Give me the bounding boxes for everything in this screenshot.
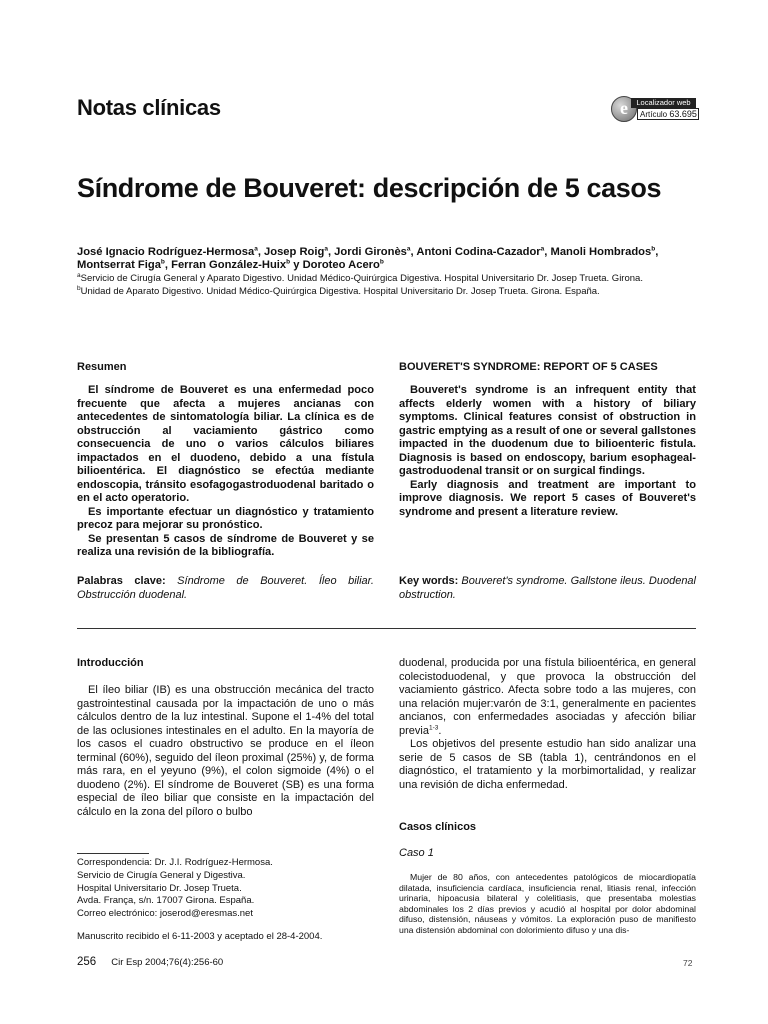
correspondence-line: Servicio de Cirugía General y Digestiva. [77,869,246,881]
author-sep: y [290,259,303,271]
abstract-en-paragraph: Early diagnosis and treatment are important to improve diagnosis. We report 5 cases of Bouveret's syndrome and present a literature review. [399,478,696,518]
abstract-es-heading: Resumen [77,361,127,373]
keywords-es [77,574,374,602]
author-name: Manoli Hombrados [550,246,652,258]
keywords-es-label: Palabras clave: [77,575,166,587]
affiliation-b [77,285,717,298]
author-sep: , [410,246,417,258]
badge-article-number: 63.695 [669,109,697,119]
affiliation-sup: a [77,271,81,279]
keywords-en-text: Bouveret's syndrome. Gallstone ileus. Duodenal obstruction. [399,575,696,601]
received-note: Manuscrito recibido el 6-11-2003 y aceptado el 28-4-2004. [77,931,323,942]
cases-heading: Casos clínicos [399,821,477,833]
right-paragraph-1 [399,657,696,738]
correspondence-line: Avda. França, s/n. 17007 Girona. España. [77,895,255,907]
abstract-en-heading: BOUVERET'S SYNDROME: REPORT OF 5 CASES [399,361,658,373]
author-name: Ferran González-Huix [171,259,287,271]
page-footer [77,956,223,968]
right-paragraph-2: Los objetivos del presente estudio han sido analizar una serie de 5 casos de SB (tabla 1), centrándonos en el diagnóstico, el tratamiento y la morbimortalidad, y realizar una revisión de dicha enfermedad. [399,738,696,791]
right-paragraph-1-end: . [438,724,442,737]
correspondence-line: Correspondencia: Dr. J.I. Rodríguez-Hermosa. [77,857,273,868]
elsevier-e-logo-icon: e [611,96,637,122]
case1-body [399,872,696,935]
abstract-es-body [77,384,374,560]
author-sep: , [655,246,659,258]
reference-sup: 1-3 [428,723,439,731]
affiliation-sup: b [77,284,81,292]
right-body [399,657,696,792]
correspondence-line: Hospital Universitario Dr. Josep Trueta. [77,882,242,894]
author-sup: b [160,258,165,266]
page-number: 256 [77,956,97,968]
web-locator-badge[interactable] [611,95,696,124]
badge-top-label: Localizador web [631,98,696,108]
right-paragraph-1-text: duodenal, producida por una fístula bilioentérica, en general colecistoduodenal, y que provoca la obstrucción del vaciamiento gástrico. Afecta sobre todo a las mujeres, con una relación mujer:varón de 3:1, generalmente en pacientes ancianos, con enfermedades asociadas y afección biliar previa [399,657,696,737]
correspondence-email[interactable]: Correo electrónico: joserod@eresmas.net [77,908,253,920]
badge-article-label: Artículo [640,110,668,119]
author-name: Antoni Codina-Cazador [416,246,541,258]
author-name: Doroteo Acero [302,259,380,271]
keywords-en [399,574,696,602]
author-sep: , [327,246,335,258]
keywords-es-text: Síndrome de Bouveret. Íleo biliar. Obstrucción duodenal. [77,575,374,601]
case1-heading: Caso 1 [399,847,434,859]
keywords-en-label: Key words: [399,575,459,587]
author-sup: b [379,258,384,266]
intro-body [77,684,374,819]
badge-article-box [637,108,699,120]
author-sep: , [257,246,265,258]
section-heading: Notas clínicas [77,95,221,120]
article-title: Síndrome de Bouveret: descripción de 5 casos [77,173,662,203]
author-name: José Ignacio Rodríguez-Hermosa [77,246,255,258]
author-sep: , [544,246,551,258]
author-name: Jordi Gironès [334,246,407,258]
abstract-en-paragraph: Bouveret's syndrome is an infrequent entity that affects elderly women with a history of biliary symptoms. Clinical features consist of obstruction in gastric emptying as a result of one or several gallstones impacted in the duodenum due to bilioenteric fistula. Diagnosis is based on endoscopy, barium esophageal-gastroduodenal transit or on surgical findings. [399,384,696,477]
author-list [77,246,697,272]
author-sup: a [324,245,328,253]
author-sup: a [406,245,411,253]
author-name: Josep Roig [264,246,325,258]
abstract-en-body [399,384,696,519]
footer-right-number: 72 [683,958,693,968]
affiliation-text: Servicio de Cirugía General y Aparato Digestivo. Unidad Médico-Quirúrgica Digestiva. Hospital Universitario Dr. Josep Trueta. Girona. [80,273,643,284]
affiliations [77,272,717,298]
case1-paragraph: Mujer de 80 años, con antecedentes patológicos de miocardiopatía dilatada, insuficiencia cardíaca, insuficiencia renal, litiasis renal, infección urinaria, hipoacusia bilateral y colelitiasis, que presentaba molestias abdominales los 2 días previos y acudió al hospital por dolor abdominal difuso, distensión, náuseas y vómitos. La exploración puso de manifiesto una distensión abdominal con dolorimiento difuso y una dis- [399,872,696,935]
author-name: Montserrat Figa [77,259,161,271]
abstract-es-paragraph: Es importante efectuar un diagnóstico y tratamiento precoz para mejorar su pronóstico. [77,505,374,531]
author-sup: b [286,258,291,266]
author-sup: a [254,245,258,253]
journal-citation: Cir Esp 2004;76(4):256-60 [111,957,224,968]
footnote-rule [77,853,149,854]
affiliation-a [77,272,717,285]
abstract-es-paragraph: El síndrome de Bouveret es una enfermedad poco frecuente que afecta a mujeres ancianas con antecedentes de sintomatología biliar. La clínica es de obstrucción al vaciamiento gástrico como consecuencia de uno o varios cálculos biliares impactados en el duodeno, debido a una fístula bilioentérica. El diagnóstico se efectúa mediante endoscopia, tránsito esofagogastroduodenal baritado o en el acto operatorio. [77,384,374,504]
author-sup: b [651,245,656,253]
author-sup: a [540,245,545,253]
affiliation-text: Unidad de Aparato Digestivo. Unidad Médico-Quirúrgica Digestiva. Hospital Universitario Dr. Josep Trueta. Girona. España. [80,286,600,297]
author-sep: , [164,259,172,271]
correspondence-block [77,857,377,921]
intro-paragraph: El íleo biliar (IB) es una obstrucción mecánica del tracto gastrointestinal causada por la impactación de uno o más cálculos dentro de la luz intestinal. Supone el 1-4% del total de las oclusiones intestinales en el adulto. En la mayoría de los casos el cuadro obstructivo se produce en el íleon terminal (60%), seguido del íleon proximal (25%) y, de forma más rara, en el yeyuno (9%), el colon sigmoide (4%) o el duodeno (2%). El síndrome de Bouveret (SB) es una forma especial de íleo biliar que consiste en la impactación del cálculo en la zona del píloro o bulbo [77,684,374,818]
abstract-es-paragraph: Se presentan 5 casos de síndrome de Bouveret y se realiza una revisión de la bibliografía. [77,532,374,558]
intro-heading: Introducción [77,657,144,669]
section-divider [77,628,696,629]
